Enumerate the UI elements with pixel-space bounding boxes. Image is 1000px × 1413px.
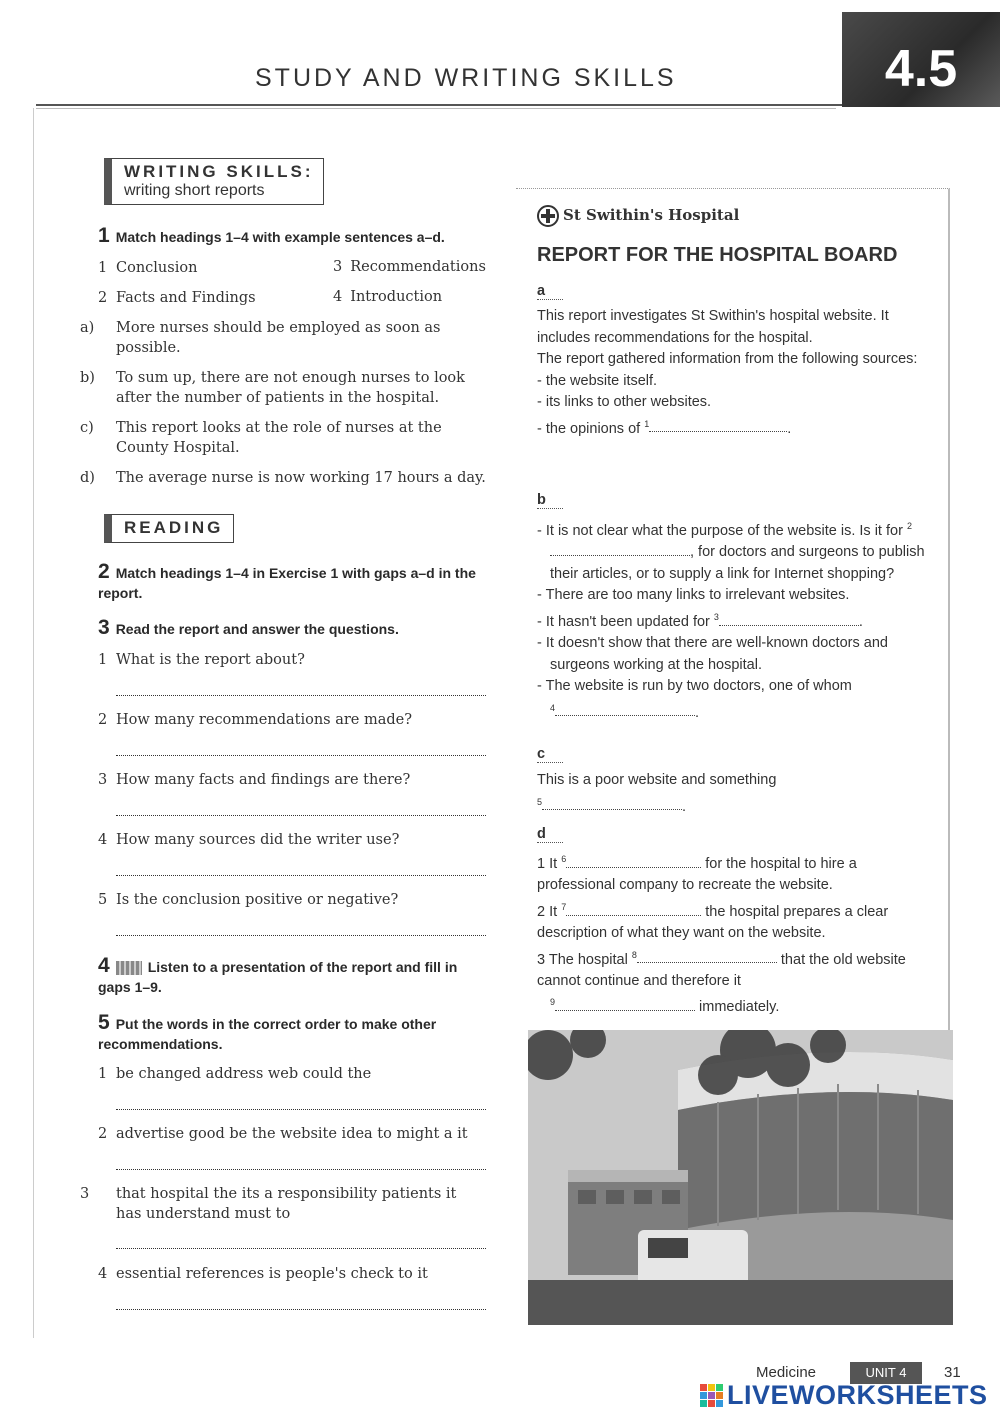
word-order-item: 2 advertise good be the website idea to might a it <box>98 1126 468 1142</box>
answer-input-q1[interactable] <box>116 672 486 694</box>
answer-line <box>116 695 486 696</box>
gap-8[interactable] <box>637 949 777 963</box>
unit-number-badge: 4.5 <box>842 12 1000 107</box>
gap-1[interactable] <box>649 418 787 432</box>
gap-7[interactable] <box>566 902 701 916</box>
gap-9[interactable] <box>555 997 695 1011</box>
question: 5 Is the conclusion positive or negative? <box>98 892 399 908</box>
reading-heading <box>104 514 234 543</box>
exercise-number: 1 <box>98 224 110 247</box>
answer-input-q5[interactable] <box>116 912 486 934</box>
answer-line <box>116 875 486 876</box>
heading-option: 1 Conclusion <box>98 260 198 276</box>
hospital-name: St Swithin's Hospital <box>537 205 739 227</box>
writing-skills-heading <box>104 158 324 205</box>
liveworksheets-watermark <box>700 1380 988 1411</box>
hospital-photo <box>528 1030 953 1325</box>
gap-5[interactable] <box>542 796 682 810</box>
gap-4[interactable] <box>555 702 695 716</box>
answer-line <box>116 935 486 936</box>
answer-input-q4[interactable] <box>116 852 486 874</box>
instruction-text: Match headings 1–4 with example sentences a–d. <box>115 229 445 245</box>
writing-skills-title: WRITING SKILLS: <box>124 162 314 181</box>
footer-section-label: Medicine <box>756 1364 817 1381</box>
hospital-building-image <box>528 1030 953 1325</box>
watermark-text: LIVEWORKSHEETS <box>727 1380 988 1410</box>
exercise-3-instruction: 3 Read the report and answer the questions. <box>98 616 399 639</box>
answer-input-r3[interactable] <box>116 1225 486 1247</box>
gap-2[interactable] <box>550 542 690 556</box>
answer-input-r4[interactable] <box>116 1286 486 1308</box>
page-title: STUDY AND WRITING SKILLS <box>255 64 677 92</box>
word-order-item: 4 essential references is people's check to it <box>98 1266 428 1282</box>
answer-input-q2[interactable] <box>116 732 486 754</box>
page-margin-line <box>33 108 34 1338</box>
liveworksheets-logo-icon <box>700 1384 723 1407</box>
answer-input-q3[interactable] <box>116 792 486 814</box>
answer-line <box>116 1109 486 1110</box>
heading-option: 2 Facts and Findings <box>98 290 256 306</box>
gap-c-label: c <box>537 746 563 763</box>
answer-line <box>116 815 486 816</box>
heading-option: 3 Recommendations <box>333 259 486 275</box>
question: 1 What is the report about? <box>98 652 305 668</box>
report-section-a: This report investigates St Swithin's hospital website. It includes recommendations for the hospital. The report gathered information from the following sources: - the website itself. - its links to other websites. - the opinions of $^1$ . <box>537 308 918 437</box>
heading-option: 4 Introduction <box>333 289 443 305</box>
exercise-2-instruction: 2 Match headings 1–4 in Exercise 1 with gaps a–d in the report. <box>98 560 476 601</box>
reading-title: READING <box>124 518 224 537</box>
example-sentence: b) To sum up, there are not enough nurses to look after the number of patients in the hospital. <box>80 370 465 406</box>
header-rule-thin <box>36 108 836 109</box>
gap-d-label: d <box>537 826 563 843</box>
page-number: 31 <box>944 1364 961 1381</box>
gap-a-label: a <box>537 283 563 300</box>
report-section-d: 1 It $^6$ for the hospital to hire a professional company to recreate the website. 2 It $^7$ the hospital prepares a clear description of what they want on the website. 3 The hospital $^8$ that the old website cannot continue and therefore it $^9$ immediately. <box>537 854 906 1016</box>
answer-line <box>116 1248 486 1249</box>
answer-input-r2[interactable] <box>116 1146 486 1168</box>
question: 4 How many sources did the writer use? <box>98 832 400 848</box>
writing-skills-subtitle: writing short reports <box>124 182 265 199</box>
example-sentence: c) This report looks at the role of nurses at the County Hospital. <box>80 420 442 456</box>
report-section-b: - It is not clear what the purpose of the website is. Is it for $^2$, for doctors and surgeons to publish their articles, or to supply a link for Internet shopping? - There are too many links to irrelevant websites. - It hasn't been updated for $^3$ . - It doesn't show that there are well-known doctors and surgeons working at the hospital. - The website is run by two doctors, one of whom $^4$ . <box>537 521 925 721</box>
report-title: REPORT FOR THE HOSPITAL BOARD <box>537 244 898 266</box>
example-sentence: a) More nurses should be employed as soon as possible. <box>80 320 441 356</box>
footer-unit-label: UNIT 4 <box>850 1362 922 1384</box>
answer-input-r1[interactable] <box>116 1086 486 1108</box>
question: 3 How many facts and findings are there? <box>98 772 411 788</box>
hospital-cross-icon <box>537 205 559 227</box>
question: 2 How many recommendations are made? <box>98 712 413 728</box>
word-order-item: 3 that hospital the its a responsibility patients it has understand must to <box>80 1186 457 1222</box>
gap-b-label: b <box>537 492 563 509</box>
word-order-item: 1 be changed address web could the <box>98 1066 372 1082</box>
exercise-5-instruction: 5 Put the words in the correct order to make other recommendations. <box>98 1011 437 1052</box>
gap-3[interactable] <box>719 612 859 626</box>
example-sentence: d) The average nurse is now working 17 hours a day. <box>80 470 486 486</box>
answer-line <box>116 1309 486 1310</box>
gap-6[interactable] <box>566 854 701 868</box>
audio-track-icon[interactable] <box>116 961 142 975</box>
header-rule <box>36 104 846 106</box>
answer-line <box>116 1169 486 1170</box>
exercise-4-instruction: 4 Listen to a presentation of the report and fill in gaps 1–9. <box>98 954 458 995</box>
report-section-c: This is a poor website and something $^5$ . <box>537 772 777 815</box>
answer-line <box>116 755 486 756</box>
exercise-1-instruction <box>98 226 493 248</box>
